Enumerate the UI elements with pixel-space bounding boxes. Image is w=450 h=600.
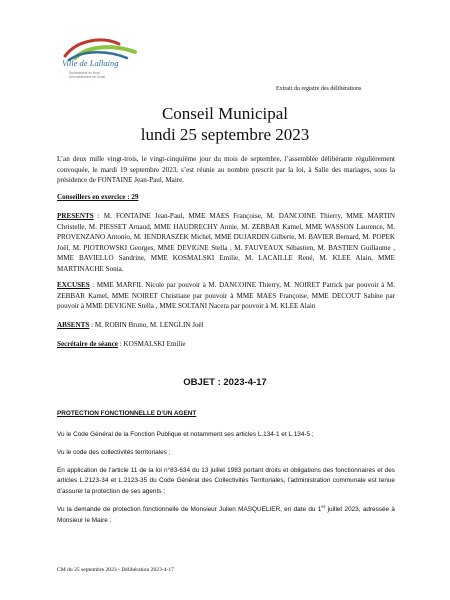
paragraph-1: Vu le Code Général de la Fonction Publique et notamment ses articles L.134-1 et L.134-5 ;	[57, 431, 314, 438]
deliberation-object: OBJET : 2023-4-17	[183, 377, 267, 388]
section-title: PROTECTION FONCTIONNELLE D’UN AGENT	[57, 410, 197, 417]
meeting-date: lundi 25 septembre 2023	[140, 125, 310, 144]
councillors-count-label: Conseillers en exercice : 29	[57, 193, 139, 201]
secretary-name: : KOSMALSKI Emilie	[117, 340, 186, 348]
session-secretary	[57, 339, 395, 350]
paragraph-4-end: juillet 2023, adressée à Monsieur le Maire ;	[57, 506, 395, 524]
excused-members	[57, 280, 395, 312]
excused-label: EXCUSES	[57, 281, 90, 289]
absent-label: ABSENTS	[57, 321, 90, 329]
secretary-label: Secrétaire de séance	[57, 340, 118, 348]
paragraph-4	[57, 502, 395, 526]
present-label: PRESENTS	[57, 212, 94, 220]
paragraph-2: Vu le code des collectivités territoriales ;	[57, 449, 171, 456]
logo-subtitle-line2: Arrondissement de Douai	[69, 75, 105, 79]
councillors-count	[57, 192, 395, 203]
logo-subtitle	[69, 71, 149, 79]
paragraph-4-ordinal: er	[321, 504, 326, 509]
absent-members	[57, 320, 395, 331]
present-list: : M. FONTAINE Jean-Paul, MME MAES Françoise, M. DANCOINE Thierry, MME MARTIN Christelle, M. PIESSET Arnaud, MME HAUDRECHY Annie, M. ZEBBAR Kamel, MME WASSON Laurence, M. PROVENZANO Antonio, M. JENDRASZEK Michel, MME DUJARDIN Gilberte, M. BAVIER Bernard, M. POPEK Joël, M. PIOTROWSKI Georges, MME DEVIGNE Stella , M. FAUVEAUX Sébastien, M. BASTIEN Guillaume , MME BAVIELLO Sandrine, MME KOSMALSKI Emilie, M. LACAILLE René, M. KLEE Alain, MME MARTINACHE Sonia.	[57, 212, 395, 273]
page-footer: CM du 25 septembre 2023 - Délibération 2023-4-17	[57, 567, 174, 573]
present-members	[57, 211, 395, 275]
logo-name: Ville de Lallaing	[62, 58, 119, 68]
absent-list: : M. ROBIN Bruno, M. LENGLIN Joël	[89, 321, 204, 329]
logo-subtitle-line1: Département du Nord	[69, 71, 100, 75]
page-title: Conseil Municipal	[161, 104, 289, 123]
excused-list: : MME MARFIL Nicole par pouvoir à M. DANCOINE Thierry, M. NOIRET Patrick par pouvoir à M. ZEBBAR Kamel, MME NOIRET Christiane par pouvoir à MME MAES Françoise, MME DECOUT Sabine par pouvoir à MME DEVIGNE Stella , MME SOLTANI Nacera par pouvoir à M. KLEE Alain	[57, 281, 395, 311]
register-extract-label: Extrait du registre des délibérations	[276, 86, 362, 92]
intro-paragraph: L’an deux mille vingt-trois, le vingt-cinquième jour du mois de septembre, l’assemblée délibérante régulièrement convoquée, le mardi 19 septembre 2023, s’est réunie au nombre prescrit par la loi, à Salle des mariages, sous la présidence de FONTAINE Jean-Paul, Maire.	[57, 155, 395, 185]
paragraph-3: En application de l’article 11 de la loi n°83-634 du 13 juillet 1983 portant droits et obligations des fonctionnaires et des articles L.2123-34 et L.2123-35 du Code Général des Collectivités Territoriales, l’administration communale est tenue d’assurer la protection de ses agents ;	[57, 467, 395, 495]
paragraph-4-start: Vu la demande de protection fonctionnelle de Monsieur Julien MASQUELIER, en date du 1	[57, 506, 322, 514]
